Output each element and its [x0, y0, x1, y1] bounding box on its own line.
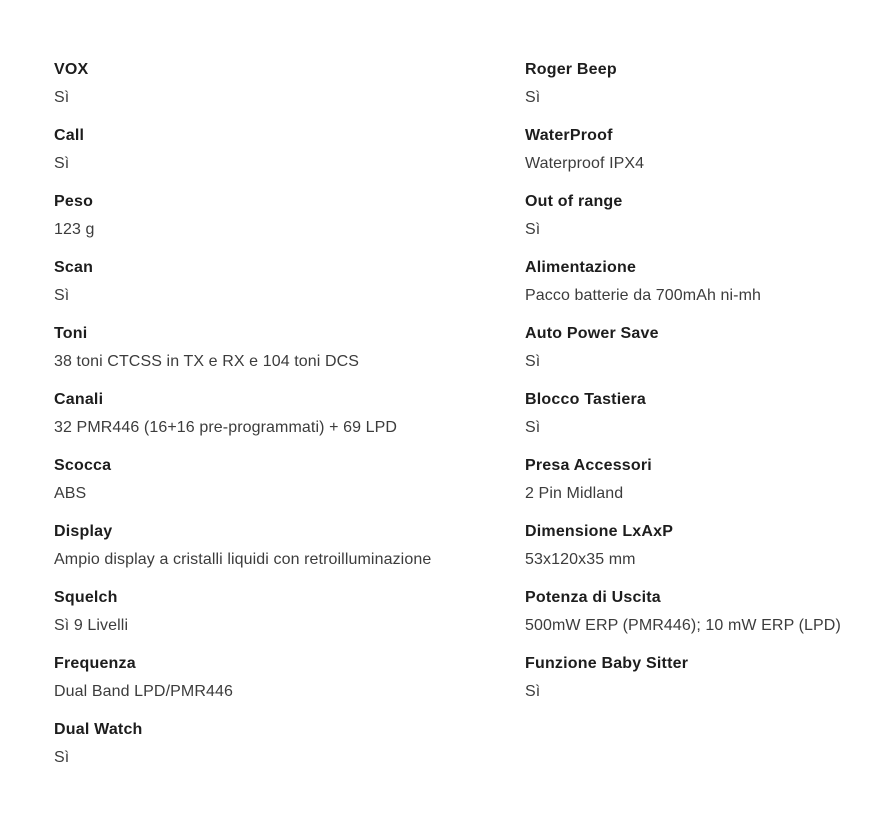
spec-value: ABS	[54, 485, 87, 502]
spec-label: Dual Watch	[54, 721, 143, 738]
spec-value: Sì 9 Livelli	[54, 617, 129, 634]
spec-value: Dual Band LPD/PMR446	[54, 683, 233, 700]
spec-item-presa-accessori	[525, 454, 875, 506]
spec-item-vox	[54, 58, 525, 110]
spec-label: Out of range	[525, 193, 623, 210]
spec-item-display	[54, 520, 525, 572]
spec-label: Dimensione LxAxP	[525, 523, 674, 540]
spec-label: Toni	[54, 325, 88, 342]
spec-label: Display	[54, 523, 113, 540]
spec-value: 32 PMR446 (16+16 pre-programmati) + 69 LPD	[54, 419, 398, 436]
spec-item-roger-beep	[525, 58, 875, 110]
spec-item-call	[54, 124, 525, 176]
spec-value: Sì	[525, 353, 541, 370]
spec-item-blocco-tastiera	[525, 388, 875, 440]
spec-item-canali	[54, 388, 525, 440]
spec-label: Blocco Tastiera	[525, 391, 646, 408]
spec-value: Sì	[54, 155, 70, 172]
spec-item-peso	[54, 190, 525, 242]
spec-value: Waterproof IPX4	[525, 155, 645, 172]
spec-item-alimentazione	[525, 256, 875, 308]
spec-value: Sì	[525, 419, 541, 436]
spec-item-out-of-range	[525, 190, 875, 242]
spec-label: WaterProof	[525, 127, 613, 144]
spec-value: 2 Pin Midland	[525, 485, 624, 502]
spec-columns	[54, 58, 875, 784]
spec-label: Auto Power Save	[525, 325, 659, 342]
spec-value: Sì	[525, 221, 541, 238]
spec-item-frequenza	[54, 652, 525, 704]
spec-label: Alimentazione	[525, 259, 637, 276]
spec-item-squelch	[54, 586, 525, 638]
spec-label: Funzione Baby Sitter	[525, 655, 689, 672]
spec-label: Peso	[54, 193, 94, 210]
spec-item-scocca	[54, 454, 525, 506]
spec-item-waterproof	[525, 124, 875, 176]
spec-column-right	[525, 58, 875, 718]
spec-value: Sì	[525, 89, 541, 106]
spec-value: Sì	[54, 287, 70, 304]
spec-label: Call	[54, 127, 85, 144]
spec-item-dimensione	[525, 520, 875, 572]
spec-item-baby-sitter	[525, 652, 875, 704]
spec-item-scan	[54, 256, 525, 308]
spec-item-toni	[54, 322, 525, 374]
spec-column-left	[54, 58, 525, 784]
spec-value: Sì	[54, 89, 70, 106]
spec-value: 123 g	[54, 221, 95, 238]
spec-label: Canali	[54, 391, 104, 408]
spec-label: Roger Beep	[525, 61, 617, 78]
spec-label: Potenza di Uscita	[525, 589, 661, 606]
spec-label: Squelch	[54, 589, 118, 606]
spec-value: Sì	[54, 749, 70, 766]
spec-label: Presa Accessori	[525, 457, 652, 474]
spec-label: VOX	[54, 61, 89, 78]
spec-label: Scan	[54, 259, 94, 276]
spec-value: 38 toni CTCSS in TX e RX e 104 toni DCS	[54, 353, 360, 370]
spec-value: Pacco batterie da 700mAh ni-mh	[525, 287, 762, 304]
spec-item-potenza-uscita	[525, 586, 875, 638]
spec-label: Scocca	[54, 457, 112, 474]
spec-value: 500mW ERP (PMR446); 10 mW ERP (LPD)	[525, 617, 841, 634]
spec-value: Ampio display a cristalli liquidi con retroilluminazione	[54, 551, 432, 568]
spec-value: Sì	[525, 683, 541, 700]
spec-item-dual-watch	[54, 718, 525, 770]
spec-item-auto-power-save	[525, 322, 875, 374]
spec-value: 53x120x35 mm	[525, 551, 636, 568]
spec-label: Frequenza	[54, 655, 136, 672]
